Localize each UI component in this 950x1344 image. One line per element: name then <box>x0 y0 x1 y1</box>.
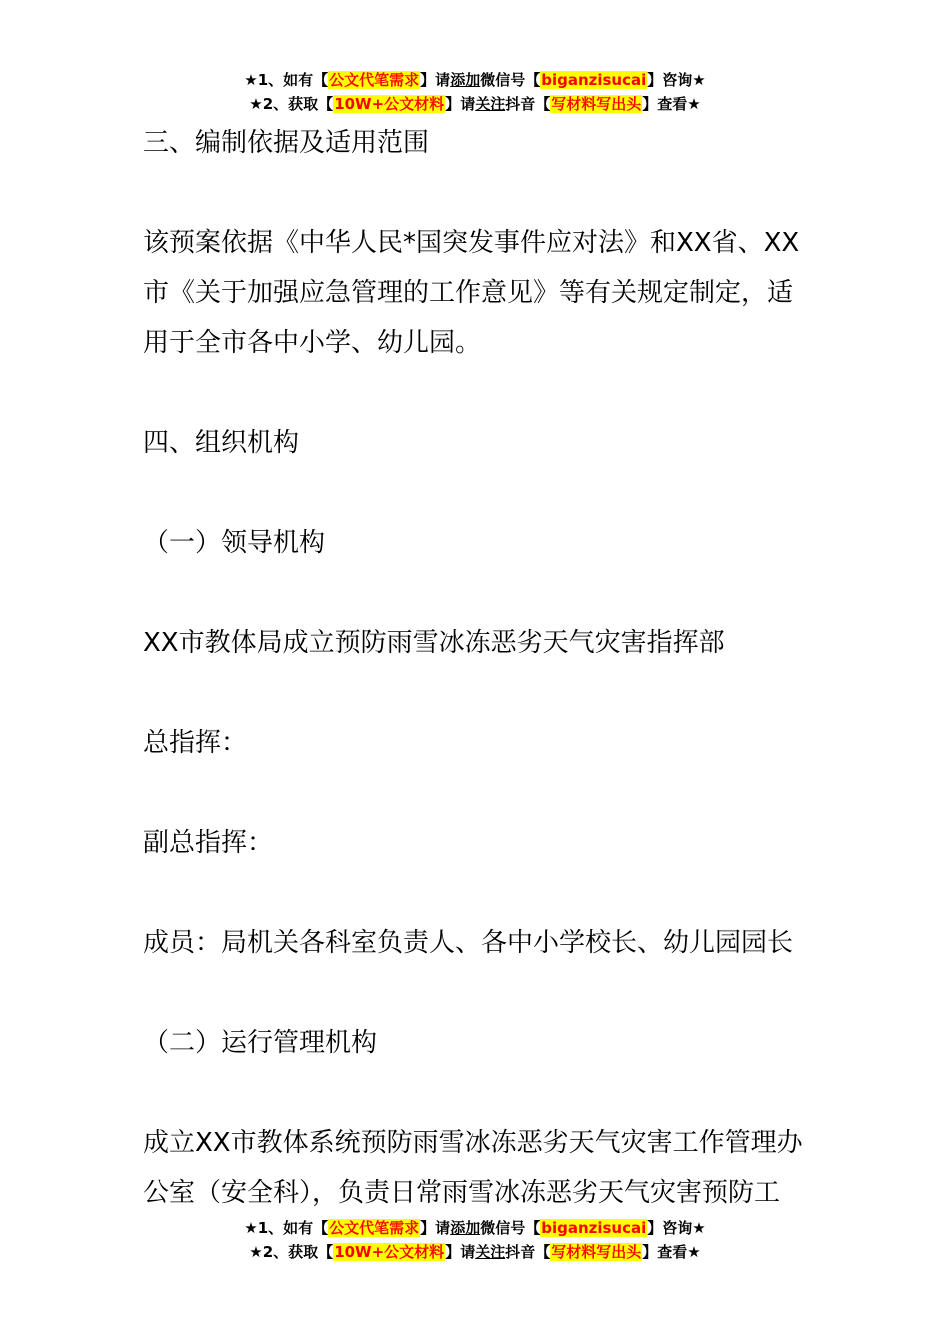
field-members: 成员：局机关各科室负责人、各中小学校长、幼儿园园长 <box>143 928 794 958</box>
paragraph-basis: 该预案依据《中华人民*国突发事件应对法》和XX省、XX市《关于加强应急管理的工作意见》等有关规定制定，适用于全市各中小学、幼儿园。 <box>143 228 800 358</box>
banner-line-2: ★2、获取【10W+公文材料】请关注抖音【写材料写出头】查看★ <box>249 95 701 113</box>
highlight-douyin-account: 写材料写出头 <box>551 1243 642 1261</box>
highlight-materials: 10W+公文材料 <box>334 1243 445 1261</box>
banner-line-2: ★2、获取【10W+公文材料】请关注抖音【写材料写出头】查看★ <box>249 1243 701 1261</box>
header-banner <box>0 68 950 116</box>
highlight-service: 公文代笔需求 <box>329 71 420 89</box>
highlight-service: 公文代笔需求 <box>329 1219 420 1237</box>
footer-banner <box>0 1216 950 1264</box>
paragraph-operations-office: 成立XX市教体系统预防雨雪冰冻恶劣天气灾害工作管理办公室（安全科），负责日常雨雪冰冻恶劣天气灾害预防工 <box>143 1128 803 1208</box>
highlight-wechat-id: biganzisucai <box>541 1219 647 1237</box>
paragraph-command-center: XX市教体局成立预防雨雪冰冻恶劣天气灾害指挥部 <box>143 628 725 658</box>
highlight-materials: 10W+公文材料 <box>334 95 445 113</box>
section-heading-basis: 三、编制依据及适用范围 <box>143 128 430 158</box>
highlight-douyin-account: 写材料写出头 <box>551 95 642 113</box>
highlight-wechat-id: biganzisucai <box>541 71 647 89</box>
subheading-operations: （二）运行管理机构 <box>143 1028 378 1058</box>
subheading-leadership: （一）领导机构 <box>143 528 326 558</box>
field-commander: 总指挥： <box>143 728 248 758</box>
field-deputy-commander: 副总指挥： <box>143 828 274 858</box>
document-body <box>143 118 811 1218</box>
banner-line-1: ★1、如有【公文代笔需求】请添加微信号【biganzisucai】咨询★ <box>244 1219 706 1237</box>
section-heading-organization: 四、组织机构 <box>143 428 300 458</box>
banner-line-1: ★1、如有【公文代笔需求】请添加微信号【biganzisucai】咨询★ <box>244 71 706 89</box>
